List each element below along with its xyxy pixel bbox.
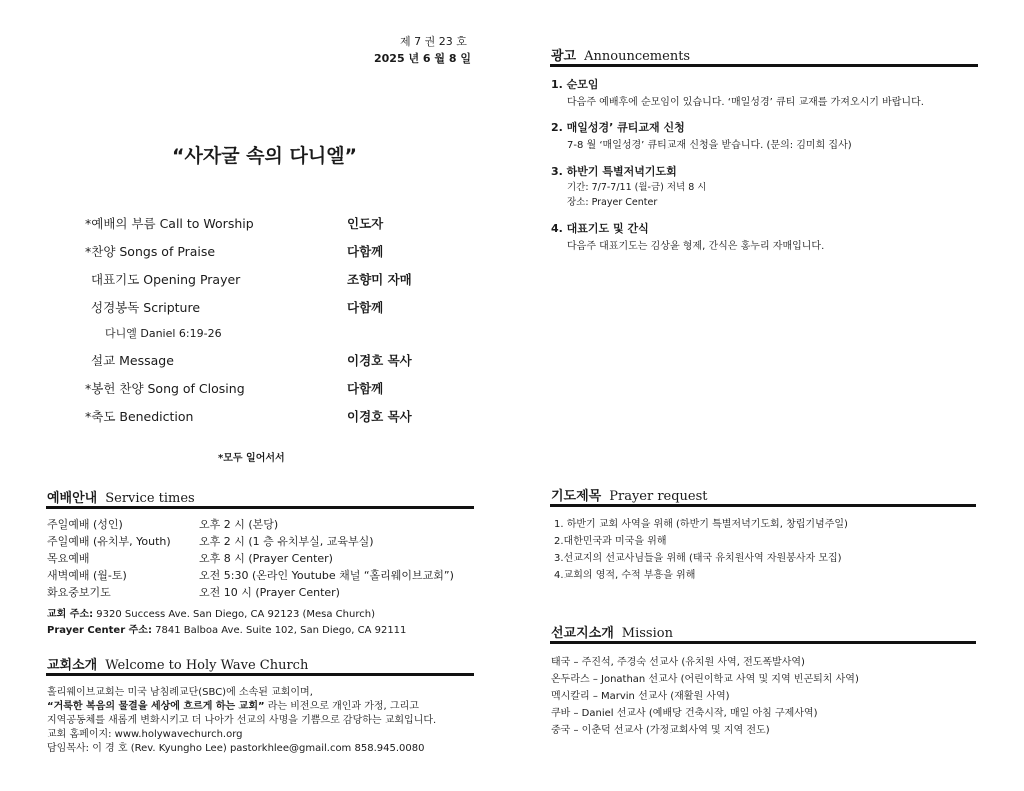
prayer-request-title-en: Prayer request — [609, 489, 708, 504]
bulletin-date: 2025 년 6 월 8 일 — [374, 52, 471, 65]
worship-leader: 인도자 — [347, 216, 384, 231]
scripture-reference: 다니엘 Daniel 6:19-26 — [105, 327, 222, 340]
announcement-text: 7-8 월 ‘매일성경’ 큐티교재 신청을 받습니다. (문의: 김미희 집사) — [567, 140, 852, 151]
mission-heading — [551, 622, 673, 641]
welcome-text-line: 홀리웨이브교회는 미국 남침례교단(SBC)에 소속된 교회이며, — [47, 687, 313, 698]
mission-item: 쿠바 – Daniel 선교사 (예배당 건축시작, 매일 아침 구제사역) — [551, 708, 818, 719]
church-address-value: 9320 Success Ave. San Diego, CA 92123 (Mesa Church) — [93, 609, 375, 620]
church-address-label: 교회 주소: — [47, 609, 94, 620]
announcement-heading: 3. 하반기 특별저녁기도회 — [551, 165, 677, 178]
service-time: 오후 2 시 (1 층 유치부실, 교육부실) — [199, 535, 374, 548]
welcome-title-en: Welcome to Holy Wave Church — [105, 658, 309, 673]
divider — [46, 506, 474, 509]
service-times-heading — [47, 487, 195, 506]
announcement-heading: 4. 대표기도 및 간식 — [551, 222, 649, 235]
service-name: 주일예배 (유치부, Youth) — [47, 535, 171, 548]
prayer-center-address-label: Prayer Center 주소: — [47, 625, 152, 636]
mission-item: 중국 – 이춘덕 선교사 (가정교회사역 및 지역 전도) — [551, 725, 770, 736]
church-homepage: 교회 홈페이지: www.holywavechurch.org — [47, 729, 243, 740]
worship-leader: 이경호 목사 — [347, 353, 412, 368]
worship-item: 성경봉독 Scripture — [91, 300, 201, 315]
church-address — [47, 605, 375, 620]
mission-title-en: Mission — [621, 626, 673, 641]
worship-leader: 이경호 목사 — [347, 409, 412, 424]
service-name: 새벽예배 (월-토) — [47, 569, 127, 582]
worship-leader: 다함께 — [347, 244, 384, 259]
divider — [550, 64, 978, 67]
service-name: 주일예배 (성인) — [47, 518, 123, 531]
divider — [550, 641, 976, 644]
welcome-text-rest: 라는 비전으로 개인과 가정, 그리고 — [264, 701, 419, 712]
worship-item: 설교 Message — [91, 353, 174, 368]
welcome-vision-line — [47, 697, 419, 712]
prayer-request-title-ko: 기도제목 — [551, 489, 602, 504]
worship-item: *봉헌 찬양 Song of Closing — [85, 381, 245, 396]
announcement-text: 기간: 7/7-7/11 (월-금) 저녁 8 시 — [567, 182, 707, 193]
announcement-text: 다음주 대표기도는 김상윤 형제, 간식은 홍누리 자매입니다. — [567, 241, 825, 252]
mission-item: 온두라스 – Jonathan 선교사 (어린이학교 사역 및 지역 빈곤퇴치 사역) — [551, 674, 859, 685]
mission-item: 태국 – 주진석, 주경숙 선교사 (유치원 사역, 전도폭발사역) — [551, 657, 805, 668]
prayer-item: 3.선교지의 선교사님들을 위해 (태국 유치원사역 자원봉사자 모집) — [554, 553, 842, 564]
announcements-title-en: Announcements — [584, 49, 691, 64]
prayer-item: 4.교회의 영적, 수적 부흥을 위해 — [554, 570, 696, 581]
prayer-item: 2.대한민국과 미국을 위해 — [554, 536, 667, 547]
announcements-title-ko: 광고 — [551, 49, 577, 64]
worship-item: *축도 Benediction — [85, 409, 194, 424]
welcome-heading — [47, 654, 308, 673]
service-times-title-ko: 예배안내 — [47, 491, 98, 506]
service-time: 오전 5:30 (온라인 Youtube 채널 “홀리웨이브교회”) — [199, 569, 454, 582]
prayer-center-address-value: 7841 Balboa Ave. Suite 102, San Diego, CA 92111 — [151, 625, 407, 636]
divider — [46, 673, 474, 676]
standing-note: *모두 일어서서 — [218, 453, 285, 464]
worship-item: *예배의 부름 Call to Worship — [85, 216, 254, 231]
divider — [550, 504, 976, 507]
church-vision: “거룩한 복음의 물결을 세상에 흐르게 하는 교회” — [47, 701, 265, 712]
service-name: 화요중보기도 — [47, 586, 111, 599]
worship-leader: 다함께 — [347, 381, 384, 396]
welcome-text-line: 지역공동체를 새롭게 변화시키고 더 나아가 선교의 사명을 기쁨으로 감당하는 교회입니다. — [47, 715, 437, 726]
announcements-heading — [551, 45, 690, 64]
mission-item: 멕시칼리 – Marvin 선교사 (재활원 사역) — [551, 691, 730, 702]
service-time: 오후 8 시 (Prayer Center) — [199, 552, 333, 565]
prayer-item: 1. 하반기 교회 사역을 위해 (하반기 특별저녁기도회, 창립기념주일) — [554, 519, 848, 530]
announcement-text: 장소: Prayer Center — [567, 197, 658, 208]
welcome-title-ko: 교회소개 — [47, 658, 98, 673]
worship-item: 대표기도 Opening Prayer — [91, 272, 241, 287]
worship-leader: 조향미 자매 — [347, 272, 412, 287]
worship-leader: 다함께 — [347, 300, 384, 315]
announcement-heading: 1. 순모임 — [551, 78, 599, 91]
sermon-title: “사자굴 속의 다니엘” — [172, 145, 358, 167]
worship-item: *찬양 Songs of Praise — [85, 244, 216, 259]
service-time: 오전 10 시 (Prayer Center) — [199, 586, 340, 599]
announcement-heading: 2. 매일성경’ 큐티교재 신청 — [551, 121, 685, 134]
prayer-request-heading — [551, 485, 708, 504]
announcement-text: 다음주 예배후에 순모임이 있습니다. ‘매일성경’ 큐티 교재를 가져오시기 바랍니다. — [567, 97, 924, 108]
volume-number: 제 7 권 23 호 — [400, 35, 467, 48]
service-time: 오후 2 시 (본당) — [199, 518, 279, 531]
pastor-contact: 담임목사: 이 경 호 (Rev. Kyungho Lee) pastorkhlee@gmail.com 858.945.0080 — [47, 743, 425, 754]
service-times-title-en: Service times — [105, 491, 195, 506]
mission-title-ko: 선교지소개 — [551, 626, 614, 641]
service-name: 목요예배 — [47, 552, 90, 565]
prayer-center-address — [47, 621, 406, 636]
